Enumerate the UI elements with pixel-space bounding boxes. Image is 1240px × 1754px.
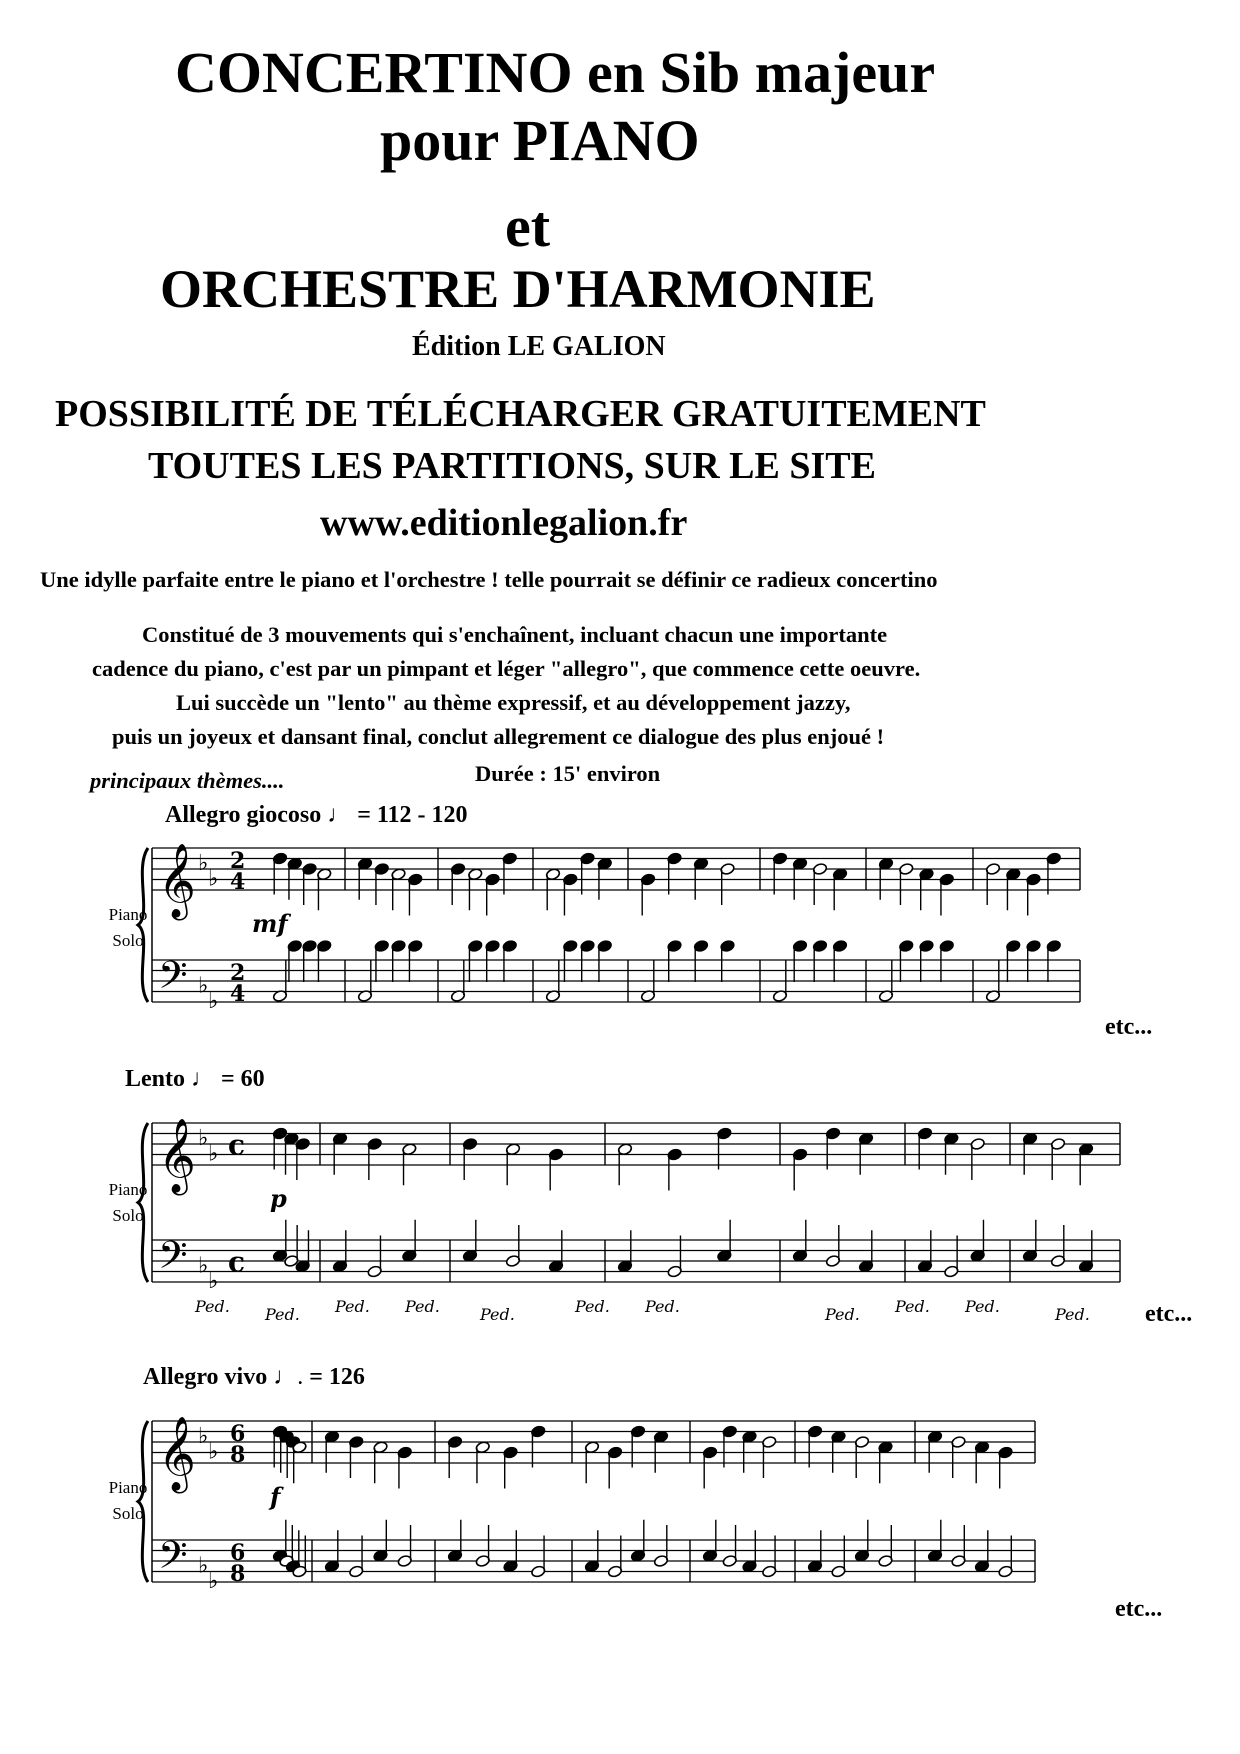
treble-clef-icon: 𝄞 (158, 1417, 196, 1491)
bass-clef-icon: 𝄢 (158, 952, 188, 1007)
instrument-label-3: Piano Solo (108, 1478, 148, 1523)
title-line-1: CONCERTINO en Sib majeur (175, 40, 936, 105)
common-time-icon: c (228, 1128, 246, 1162)
etc-2: etc... (1145, 1301, 1193, 1327)
instrument-label-1: Piano Solo (108, 905, 148, 950)
tempo-2-name: Lento (125, 1066, 185, 1092)
dynamic-mark: mf (252, 909, 288, 938)
description-line-1: Constitué de 3 mouvements qui s'enchaînent, incluant chacun une importante (142, 622, 888, 647)
flat-icon: ♭ (198, 973, 209, 999)
flat-icon: ♭ (198, 1253, 209, 1279)
tempo-3-value: = 126 (309, 1364, 365, 1390)
title-line-3: et (505, 194, 551, 259)
description-line-4: puis un joyeux et dansant final, conclut allegrement ce dialogue des plus enjoué ! (112, 724, 885, 749)
flat-icon: ♭ (208, 1141, 219, 1167)
flat-icon: ♭ (198, 850, 209, 876)
quarter-note-icon: ♩ (327, 802, 352, 828)
edition-label: Édition LE GALION (412, 331, 666, 362)
bass-clef-icon: 𝄢 (158, 1232, 188, 1287)
pedal-mark: Ped. (965, 1297, 1000, 1316)
pedal-mark: Ped. (575, 1297, 610, 1316)
duration-label: Durée : 15' environ (475, 761, 661, 786)
flat-icon: ♭ (208, 989, 219, 1014)
tempo-2-value: = 60 (221, 1066, 265, 1092)
brace (138, 1421, 148, 1582)
time-signature-numerator: 6 (230, 1540, 246, 1566)
bass-clef-icon: 𝄢 (158, 1532, 188, 1587)
flat-icon: ♭ (208, 1269, 219, 1294)
title-line-2: pour PIANO (380, 108, 700, 173)
dynamic-mark: p (270, 1184, 287, 1213)
pedal-mark: Ped. (265, 1305, 300, 1324)
download-url[interactable]: www.editionlegalion.fr (320, 502, 688, 544)
pedal-mark: Ped. (895, 1297, 930, 1316)
dotted-quarter-note-icon: ♩. (273, 1364, 304, 1390)
pedal-mark: Ped. (195, 1297, 230, 1316)
description-line-3: Lui succède un "lento" au thème expressif, et au développement jazzy, (176, 690, 851, 715)
dynamic-mark: f (270, 1482, 281, 1511)
time-signature-denominator: 4 (230, 981, 246, 1007)
pedal-mark: Ped. (335, 1297, 370, 1316)
description-line-2: cadence du piano, c'est par un pimpant et léger "allegro", que commence cette oeuvre. (92, 656, 921, 681)
pedal-mark: Ped. (645, 1297, 680, 1316)
pedal-mark: Ped. (1055, 1305, 1090, 1324)
instrument-label-2: Piano Solo (108, 1180, 148, 1225)
tagline: Une idylle parfaite entre le piano et l'orchestre ! telle pourrait se définir ce radieux concertino (40, 567, 938, 592)
flat-icon: ♭ (208, 1569, 219, 1594)
time-signature-numerator: 6 (230, 1421, 246, 1447)
etc-1: etc... (1105, 1014, 1153, 1040)
title-line-4: ORCHESTRE D'HARMONIE (160, 259, 876, 319)
flat-icon: ♭ (198, 1423, 209, 1449)
tempo-1-value: = 112 - 120 (357, 802, 468, 828)
flat-icon: ♭ (198, 1125, 209, 1151)
treble-clef-icon: 𝄞 (158, 1119, 196, 1193)
time-signature-numerator: 2 (230, 960, 246, 986)
flat-icon: ♭ (198, 1553, 209, 1579)
pedal-mark: Ped. (825, 1305, 860, 1324)
time-signature-denominator: 4 (230, 869, 246, 895)
brace (138, 1123, 148, 1282)
tempo-1-name: Allegro giocoso (165, 802, 322, 828)
treble-clef-icon: 𝄞 (158, 844, 196, 918)
quarter-note-icon: ♩ (191, 1066, 215, 1092)
time-signature-denominator: 8 (230, 1561, 246, 1587)
time-signature-numerator: 2 (230, 848, 246, 874)
pedal-mark: Ped. (405, 1297, 440, 1316)
download-line-1: POSSIBILITÉ DE TÉLÉCHARGER GRATUITEMENT (55, 393, 986, 435)
themes-label: principaux thèmes.... (90, 768, 285, 793)
common-time-icon: c (228, 1245, 246, 1279)
flat-icon: ♭ (208, 1439, 219, 1465)
tempo-3-name: Allegro vivo (143, 1364, 268, 1390)
pedal-mark: Ped. (480, 1305, 515, 1324)
flat-icon: ♭ (208, 866, 219, 892)
etc-3: etc... (1115, 1596, 1163, 1622)
time-signature-denominator: 8 (230, 1442, 246, 1468)
brace (138, 848, 148, 1002)
download-line-2: TOUTES LES PARTITIONS, SUR LE SITE (148, 445, 876, 487)
